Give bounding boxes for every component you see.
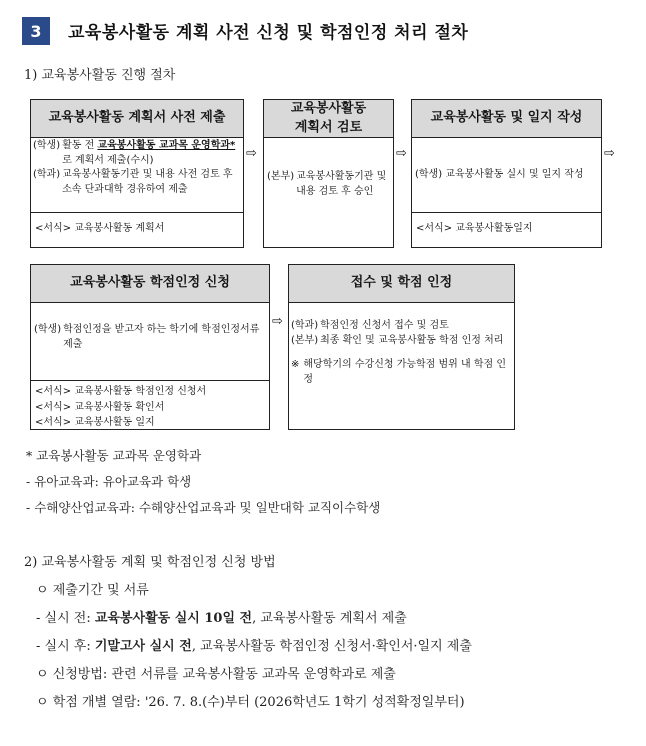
actor-label: (본부) bbox=[291, 334, 319, 346]
step-item-emphasis: 교육봉사활동 교과목 운영학과* bbox=[97, 140, 236, 151]
form-note: <서식> 교육봉사활동 확인서 bbox=[35, 401, 165, 413]
actor-label: (본부) bbox=[267, 171, 295, 182]
detail-item-after bbox=[36, 635, 472, 654]
step-item-text: 교육봉사활동기관 및 내용 사전 검토 후 소속 단과대학 경유하여 제출 bbox=[62, 169, 233, 195]
actor-label: (학과) bbox=[33, 169, 61, 180]
step-item bbox=[291, 319, 512, 334]
step-item bbox=[267, 170, 390, 199]
detail-item-emphasis: 교육봉사활동 실시 10일 전 bbox=[94, 611, 253, 626]
actor-label: (학생) bbox=[33, 140, 61, 151]
form-notes bbox=[31, 380, 269, 429]
footnote-item: - 수해양산업교육과: 수해양산업교육과 및 일반대학 교직이수학생 bbox=[26, 500, 381, 515]
arrow-right-icon: ⇨ bbox=[272, 314, 283, 329]
step-item-text bbox=[62, 139, 241, 168]
section-number-badge: 3 bbox=[22, 17, 50, 45]
step-item-text: 교육봉사활동기관 및 내용 검토 후 승인 bbox=[296, 171, 387, 197]
step-box-head: 접수 및 학점 인정 bbox=[289, 265, 514, 303]
bullet-item: ㅇ 제출기간 및 서류 bbox=[36, 583, 149, 598]
step-box-body bbox=[289, 303, 514, 387]
subsection-1-title: 1) 교육봉사활동 진행 절차 bbox=[24, 68, 176, 83]
bullet-item: ㅇ 신청방법: 관련 서류를 교육봉사활동 교과목 운영학과로 제출 bbox=[36, 667, 396, 682]
step-box-body bbox=[31, 303, 269, 380]
step-box-head: 교육봉사활동 계획서 사전 제출 bbox=[31, 100, 243, 138]
step-note bbox=[291, 358, 512, 387]
detail-item-text: , 교육봉사활동 학점인정 신청서·확인서·일지 제출 bbox=[191, 639, 472, 654]
step-item bbox=[33, 168, 241, 197]
actor-label: (학생) bbox=[34, 324, 62, 335]
step-box-activity-log bbox=[411, 99, 602, 248]
arrow-right-icon: ⇨ bbox=[246, 146, 257, 161]
detail-item-before bbox=[36, 607, 407, 626]
bullet-item: ㅇ 학점 개별 열람: '26. 7. 8.(수)부터 (2026학년도 1학기 성적확정일부터) bbox=[36, 695, 465, 710]
form-note: <서식> 교육봉사활동 계획서 bbox=[31, 212, 243, 247]
step-box-head: 교육봉사활동 학점인정 신청 bbox=[31, 265, 269, 303]
step-item bbox=[291, 334, 512, 349]
step-box-body bbox=[264, 138, 393, 203]
actor-label: (학과) bbox=[291, 320, 319, 331]
arrow-right-icon: ⇨ bbox=[604, 146, 615, 161]
detail-item-label: - 실시 후: bbox=[36, 639, 95, 654]
step-box-body: (학생) 교육봉사활동 실시 및 일지 작성 bbox=[415, 168, 584, 180]
footnote-item: - 유아교육과: 유아교육과 학생 bbox=[26, 474, 192, 489]
step-box-head: 교육봉사활동 계획서 검토 bbox=[264, 100, 393, 138]
step-item-text: 최종 확인 및 교육봉사활동 학점 인정 처리 bbox=[320, 334, 504, 346]
detail-item-text: , 교육봉사활동 계획서 제출 bbox=[252, 611, 407, 626]
detail-item-label: - 실시 전: bbox=[36, 611, 95, 626]
step-box-credit-apply bbox=[30, 264, 270, 430]
subsection-2-title: 2) 교육봉사활동 계획 및 학점인정 신청 방법 bbox=[24, 555, 276, 570]
step-item bbox=[34, 323, 266, 352]
note-text: 해당학기의 수강신청 가능학점 범위 내 학점 인정 bbox=[303, 359, 507, 385]
step-box-plan-review bbox=[263, 99, 394, 248]
step-box-body bbox=[31, 138, 243, 212]
detail-item-emphasis: 기말고사 실시 전 bbox=[94, 639, 192, 654]
form-note: <서식> 교육봉사활동일지 bbox=[412, 212, 601, 247]
step-item-text-part: 로 계획서 제출(수시) bbox=[62, 154, 154, 166]
form-note: <서식> 교육봉사활동 일지 bbox=[35, 417, 155, 428]
note-mark: ※ bbox=[291, 359, 300, 370]
section-title: 교육봉사활동 계획 사전 신청 및 학점인정 처리 절차 bbox=[68, 23, 469, 43]
form-note: <서식> 교육봉사활동 학점인정 신청서 bbox=[35, 386, 207, 397]
step-item-text: 학점인정을 받고자 하는 학기에 학점인정서류 제출 bbox=[63, 324, 260, 350]
step-box-plan-submit bbox=[30, 99, 244, 248]
step-item bbox=[33, 139, 241, 168]
step-item-text: 학점인정 신청서 접수 및 검토 bbox=[320, 320, 449, 331]
step-box-receipt-credit bbox=[288, 264, 515, 430]
step-item-text-part: 활동 전 bbox=[62, 140, 98, 151]
footnote: * 교육봉사활동 교과목 운영학과 bbox=[26, 448, 202, 463]
step-box-head: 교육봉사활동 및 일지 작성 bbox=[412, 100, 601, 138]
arrow-right-icon: ⇨ bbox=[396, 146, 407, 161]
